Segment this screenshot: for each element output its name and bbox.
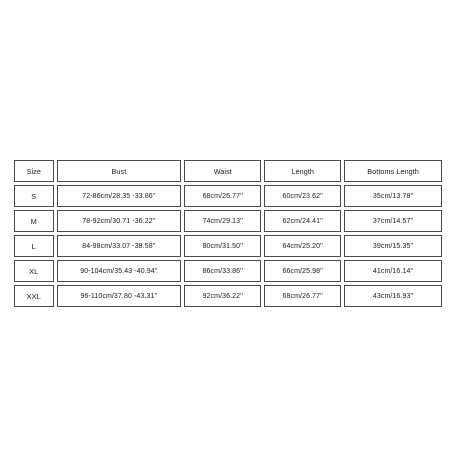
table-row [14,260,442,282]
table-header-row [14,160,442,182]
header-length: Length [264,160,341,182]
length-cell: 60cm/23.62'' [264,185,341,207]
header-size: Size [14,160,54,182]
waist-cell: 74cm/29.13'' [184,210,261,232]
header-bottoms-length: Bottoms Length [344,160,442,182]
table-row [14,285,442,307]
bust-cell: 78-92cm/30.71 -36.22'' [57,210,182,232]
table-row [14,210,442,232]
length-cell: 64cm/25.20'' [264,235,341,257]
waist-cell: 68cm/26.77'' [184,185,261,207]
size-chart-table [11,157,445,310]
bottoms-length-cell: 37cm/14.57'' [344,210,442,232]
bust-cell: 72-86cm/28.35 -33.86'' [57,185,182,207]
length-cell: 62cm/24.41'' [264,210,341,232]
size-cell: XXL [14,285,54,307]
size-cell: M [14,210,54,232]
size-cell: XL [14,260,54,282]
waist-cell: 92cm/36.22'' [184,285,261,307]
size-cell: S [14,185,54,207]
table-row [14,235,442,257]
table-row [14,185,442,207]
header-waist: Waist [184,160,261,182]
bust-cell: 90-104cm/35.43 -40.94'' [57,260,182,282]
bottoms-length-cell: 41cm/16.14'' [344,260,442,282]
length-cell: 66cm/25.98'' [264,260,341,282]
waist-cell: 80cm/31.50'' [184,235,261,257]
length-cell: 68cm/26.77'' [264,285,341,307]
bust-cell: 96-110cm/37.80 -43.31'' [57,285,182,307]
bottoms-length-cell: 39cm/15.35'' [344,235,442,257]
waist-cell: 86cm/33.86'' [184,260,261,282]
bottoms-length-cell: 43cm/16.93'' [344,285,442,307]
bust-cell: 84-98cm/33.07 -38.58'' [57,235,182,257]
header-bust: Bust [57,160,182,182]
size-cell: L [14,235,54,257]
bottoms-length-cell: 35cm/13.78'' [344,185,442,207]
